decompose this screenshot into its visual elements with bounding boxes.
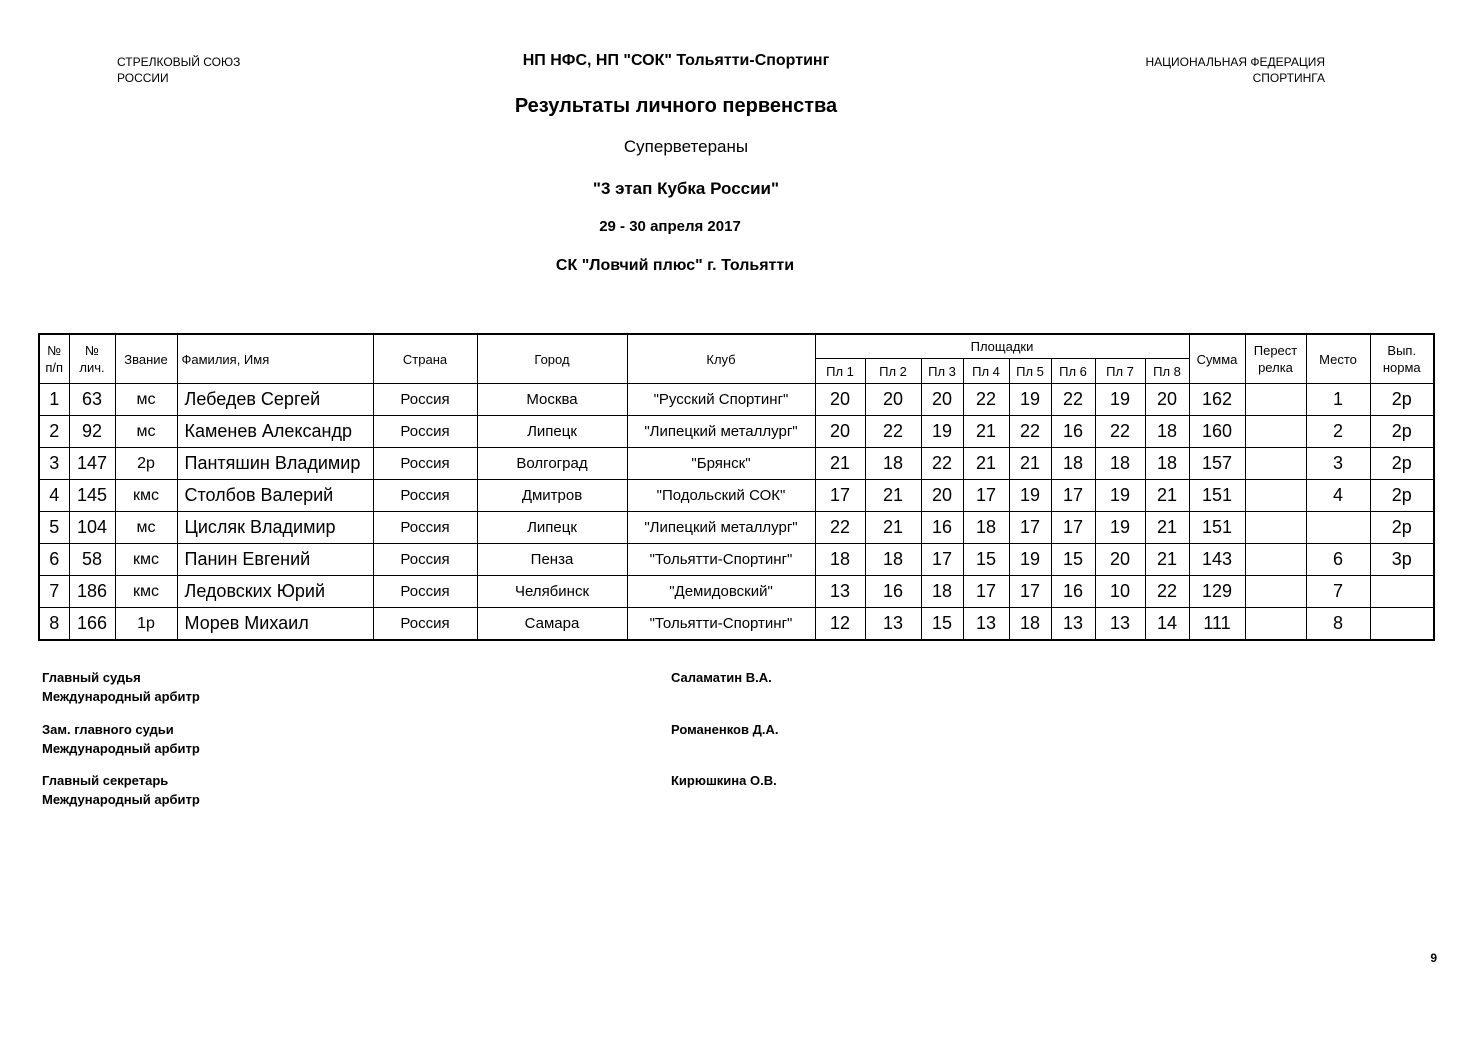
col-header-shootoff: Перест релка xyxy=(1245,334,1306,384)
cell-station-8: 21 xyxy=(1145,512,1189,544)
event-venue: СК "Ловчий плюс" г. Тольятти xyxy=(555,257,795,274)
col-header-station-7: Пл 7 xyxy=(1095,359,1145,384)
cell-norm: 3р xyxy=(1370,544,1434,576)
cell-sum: 111 xyxy=(1189,608,1245,641)
cell-station-5: 19 xyxy=(1009,384,1051,416)
category: Суперветераны xyxy=(623,137,749,156)
cell-name: Лебедев Сергей xyxy=(177,384,373,416)
col-header-station-4: Пл 4 xyxy=(963,359,1009,384)
cell-station-7: 19 xyxy=(1095,384,1145,416)
cell-city: Москва xyxy=(477,384,627,416)
cell-norm: 2р xyxy=(1370,448,1434,480)
col-header-name: Фамилия, Имя xyxy=(177,334,373,384)
cell-station-4: 17 xyxy=(963,480,1009,512)
cell-num: 3 xyxy=(39,448,69,480)
cell-station-8: 18 xyxy=(1145,416,1189,448)
official-role-block xyxy=(42,771,200,809)
cell-name: Пантяшин Владимир xyxy=(177,448,373,480)
cell-name: Каменев Александр xyxy=(177,416,373,448)
cell-country: Россия xyxy=(373,384,477,416)
official-name: Романенков Д.А. xyxy=(671,722,779,737)
cell-station-6: 16 xyxy=(1051,416,1095,448)
cell-station-4: 22 xyxy=(963,384,1009,416)
cell-station-1: 13 xyxy=(815,576,865,608)
official-category: Международный арбитр xyxy=(42,741,200,756)
cell-rank: мс xyxy=(115,384,177,416)
cell-name: Столбов Валерий xyxy=(177,480,373,512)
cell-station-7: 19 xyxy=(1095,512,1145,544)
results-table xyxy=(38,333,1435,641)
cell-bib: 58 xyxy=(69,544,115,576)
cell-sum: 160 xyxy=(1189,416,1245,448)
cell-station-2: 13 xyxy=(865,608,921,641)
cell-station-4: 13 xyxy=(963,608,1009,641)
col-header-city: Город xyxy=(477,334,627,384)
cell-place: 3 xyxy=(1306,448,1370,480)
cell-rank: мс xyxy=(115,512,177,544)
cell-bib: 104 xyxy=(69,512,115,544)
cell-station-7: 13 xyxy=(1095,608,1145,641)
cell-norm xyxy=(1370,608,1434,641)
cell-country: Россия xyxy=(373,480,477,512)
cell-club: "Подольский СОК" xyxy=(627,480,815,512)
cell-station-1: 12 xyxy=(815,608,865,641)
cell-station-2: 21 xyxy=(865,512,921,544)
col-header-country: Страна xyxy=(373,334,477,384)
cell-club: "Брянск" xyxy=(627,448,815,480)
official-role: Главный судья xyxy=(42,670,141,685)
cell-place: 7 xyxy=(1306,576,1370,608)
official-name: Саламатин В.А. xyxy=(671,670,772,685)
cell-station-2: 20 xyxy=(865,384,921,416)
cell-station-4: 17 xyxy=(963,576,1009,608)
cell-sum: 151 xyxy=(1189,480,1245,512)
federation-left-line2: РОССИИ xyxy=(117,71,169,85)
cell-rank: кмс xyxy=(115,544,177,576)
official-name: Кирюшкина О.В. xyxy=(671,773,777,788)
table-row xyxy=(39,544,1434,576)
cell-norm: 2р xyxy=(1370,512,1434,544)
col-header-sum: Сумма xyxy=(1189,334,1245,384)
event-dates: 29 - 30 апреля 2017 xyxy=(599,218,741,235)
cell-country: Россия xyxy=(373,512,477,544)
cell-place xyxy=(1306,512,1370,544)
cell-place: 8 xyxy=(1306,608,1370,641)
cell-name: Морев Михаил xyxy=(177,608,373,641)
official-role: Зам. главного судьи xyxy=(42,722,174,737)
table-row xyxy=(39,416,1434,448)
cell-name: Панин Евгений xyxy=(177,544,373,576)
federation-right-line2: СПОРТИНГА xyxy=(1252,71,1325,85)
table-row xyxy=(39,608,1434,641)
cell-station-3: 16 xyxy=(921,512,963,544)
cell-station-3: 22 xyxy=(921,448,963,480)
table-row xyxy=(39,480,1434,512)
cell-station-2: 16 xyxy=(865,576,921,608)
cell-place: 1 xyxy=(1306,384,1370,416)
cell-rank: мс xyxy=(115,416,177,448)
page-number: 9 xyxy=(1430,951,1437,965)
cell-city: Дмитров xyxy=(477,480,627,512)
col-header-station-5: Пл 5 xyxy=(1009,359,1051,384)
cell-station-7: 19 xyxy=(1095,480,1145,512)
cell-station-2: 22 xyxy=(865,416,921,448)
col-header-club: Клуб xyxy=(627,334,815,384)
col-header-place: Место xyxy=(1306,334,1370,384)
cell-city: Волгоград xyxy=(477,448,627,480)
cell-num: 4 xyxy=(39,480,69,512)
cell-name: Цисляк Владимир xyxy=(177,512,373,544)
cell-rank: кмс xyxy=(115,480,177,512)
cell-country: Россия xyxy=(373,544,477,576)
cell-shootoff xyxy=(1245,512,1306,544)
cell-city: Липецк xyxy=(477,416,627,448)
cell-station-7: 10 xyxy=(1095,576,1145,608)
cell-station-6: 17 xyxy=(1051,480,1095,512)
cell-sum: 151 xyxy=(1189,512,1245,544)
cell-country: Россия xyxy=(373,576,477,608)
cell-club: "Русский Спортинг" xyxy=(627,384,815,416)
cell-station-6: 18 xyxy=(1051,448,1095,480)
cell-station-1: 20 xyxy=(815,416,865,448)
cell-station-7: 18 xyxy=(1095,448,1145,480)
cell-num: 8 xyxy=(39,608,69,641)
cell-place: 2 xyxy=(1306,416,1370,448)
cell-shootoff xyxy=(1245,416,1306,448)
cell-station-6: 22 xyxy=(1051,384,1095,416)
cell-station-4: 21 xyxy=(963,416,1009,448)
cell-country: Россия xyxy=(373,608,477,641)
cell-shootoff xyxy=(1245,448,1306,480)
cell-bib: 92 xyxy=(69,416,115,448)
cell-bib: 63 xyxy=(69,384,115,416)
cell-station-1: 17 xyxy=(815,480,865,512)
cell-station-5: 21 xyxy=(1009,448,1051,480)
official-role-block xyxy=(42,668,200,706)
cell-station-2: 21 xyxy=(865,480,921,512)
cell-station-8: 21 xyxy=(1145,480,1189,512)
col-header-station-8: Пл 8 xyxy=(1145,359,1189,384)
cell-station-8: 20 xyxy=(1145,384,1189,416)
cell-place: 6 xyxy=(1306,544,1370,576)
official-category: Международный арбитр xyxy=(42,792,200,807)
table-row xyxy=(39,384,1434,416)
official-category: Международный арбитр xyxy=(42,689,200,704)
cell-rank: 1р xyxy=(115,608,177,641)
cell-station-7: 20 xyxy=(1095,544,1145,576)
cell-station-5: 19 xyxy=(1009,480,1051,512)
cell-station-1: 21 xyxy=(815,448,865,480)
cell-num: 2 xyxy=(39,416,69,448)
cell-station-8: 21 xyxy=(1145,544,1189,576)
federation-right-line1: НАЦИОНАЛЬНАЯ ФЕДЕРАЦИЯ xyxy=(1145,55,1325,69)
cell-station-3: 20 xyxy=(921,384,963,416)
cell-bib: 147 xyxy=(69,448,115,480)
official-role-block xyxy=(42,720,200,758)
col-header-norm: Вып. норма xyxy=(1370,334,1434,384)
cell-shootoff xyxy=(1245,576,1306,608)
cell-city: Пенза xyxy=(477,544,627,576)
cell-shootoff xyxy=(1245,544,1306,576)
federation-left-line1: СТРЕЛКОВЫЙ СОЮЗ xyxy=(117,55,241,69)
cell-club: "Тольятти-Спортинг" xyxy=(627,544,815,576)
cell-station-4: 15 xyxy=(963,544,1009,576)
cell-station-2: 18 xyxy=(865,544,921,576)
cell-station-6: 17 xyxy=(1051,512,1095,544)
col-header-num: № п/п xyxy=(39,334,69,384)
cell-rank: 2р xyxy=(115,448,177,480)
cell-station-4: 21 xyxy=(963,448,1009,480)
cell-station-8: 22 xyxy=(1145,576,1189,608)
cell-station-5: 18 xyxy=(1009,608,1051,641)
col-header-station-2: Пл 2 xyxy=(865,359,921,384)
cell-station-2: 18 xyxy=(865,448,921,480)
cell-bib: 166 xyxy=(69,608,115,641)
cell-num: 7 xyxy=(39,576,69,608)
cell-num: 1 xyxy=(39,384,69,416)
cell-shootoff xyxy=(1245,608,1306,641)
cell-station-3: 15 xyxy=(921,608,963,641)
cell-sum: 129 xyxy=(1189,576,1245,608)
cell-station-5: 17 xyxy=(1009,512,1051,544)
cell-bib: 145 xyxy=(69,480,115,512)
table-row xyxy=(39,512,1434,544)
cell-norm: 2р xyxy=(1370,416,1434,448)
cell-club: "Липецкий металлург" xyxy=(627,416,815,448)
cell-sum: 143 xyxy=(1189,544,1245,576)
cell-club: "Тольятти-Спортинг" xyxy=(627,608,815,641)
cell-station-3: 20 xyxy=(921,480,963,512)
cell-country: Россия xyxy=(373,448,477,480)
cell-club: "Демидовский" xyxy=(627,576,815,608)
cell-station-1: 20 xyxy=(815,384,865,416)
col-header-stations: Площадки xyxy=(815,334,1189,359)
cell-num: 5 xyxy=(39,512,69,544)
cell-city: Самара xyxy=(477,608,627,641)
cell-shootoff xyxy=(1245,480,1306,512)
col-header-station-6: Пл 6 xyxy=(1051,359,1095,384)
cell-city: Липецк xyxy=(477,512,627,544)
cell-station-4: 18 xyxy=(963,512,1009,544)
cell-bib: 186 xyxy=(69,576,115,608)
cell-rank: кмс xyxy=(115,576,177,608)
cell-station-6: 16 xyxy=(1051,576,1095,608)
col-header-bib: № лич. xyxy=(69,334,115,384)
cell-station-3: 19 xyxy=(921,416,963,448)
cell-station-1: 18 xyxy=(815,544,865,576)
cell-station-8: 14 xyxy=(1145,608,1189,641)
cell-station-6: 15 xyxy=(1051,544,1095,576)
table-row xyxy=(39,576,1434,608)
organizers: НП НФС, НП "СОК" Тольятти-Спортинг xyxy=(522,52,830,69)
cell-norm xyxy=(1370,576,1434,608)
cell-station-5: 22 xyxy=(1009,416,1051,448)
cell-name: Ледовских Юрий xyxy=(177,576,373,608)
cell-club: "Липецкий металлург" xyxy=(627,512,815,544)
cell-country: Россия xyxy=(373,416,477,448)
col-header-station-3: Пл 3 xyxy=(921,359,963,384)
cell-station-8: 18 xyxy=(1145,448,1189,480)
cell-num: 6 xyxy=(39,544,69,576)
cell-station-5: 17 xyxy=(1009,576,1051,608)
page-title: Результаты личного первенства xyxy=(514,95,838,117)
col-header-rank: Звание xyxy=(115,334,177,384)
cell-station-3: 17 xyxy=(921,544,963,576)
cell-station-5: 19 xyxy=(1009,544,1051,576)
table-row xyxy=(39,448,1434,480)
cell-station-7: 22 xyxy=(1095,416,1145,448)
col-header-station-1: Пл 1 xyxy=(815,359,865,384)
cell-sum: 162 xyxy=(1189,384,1245,416)
cell-place: 4 xyxy=(1306,480,1370,512)
cell-station-1: 22 xyxy=(815,512,865,544)
cell-station-3: 18 xyxy=(921,576,963,608)
cell-station-6: 13 xyxy=(1051,608,1095,641)
cell-shootoff xyxy=(1245,384,1306,416)
official-role: Главный секретарь xyxy=(42,773,169,788)
cell-city: Челябинск xyxy=(477,576,627,608)
cell-norm: 2р xyxy=(1370,480,1434,512)
event-name: "3 этап Кубка России" xyxy=(592,179,780,198)
cell-norm: 2р xyxy=(1370,384,1434,416)
cell-sum: 157 xyxy=(1189,448,1245,480)
